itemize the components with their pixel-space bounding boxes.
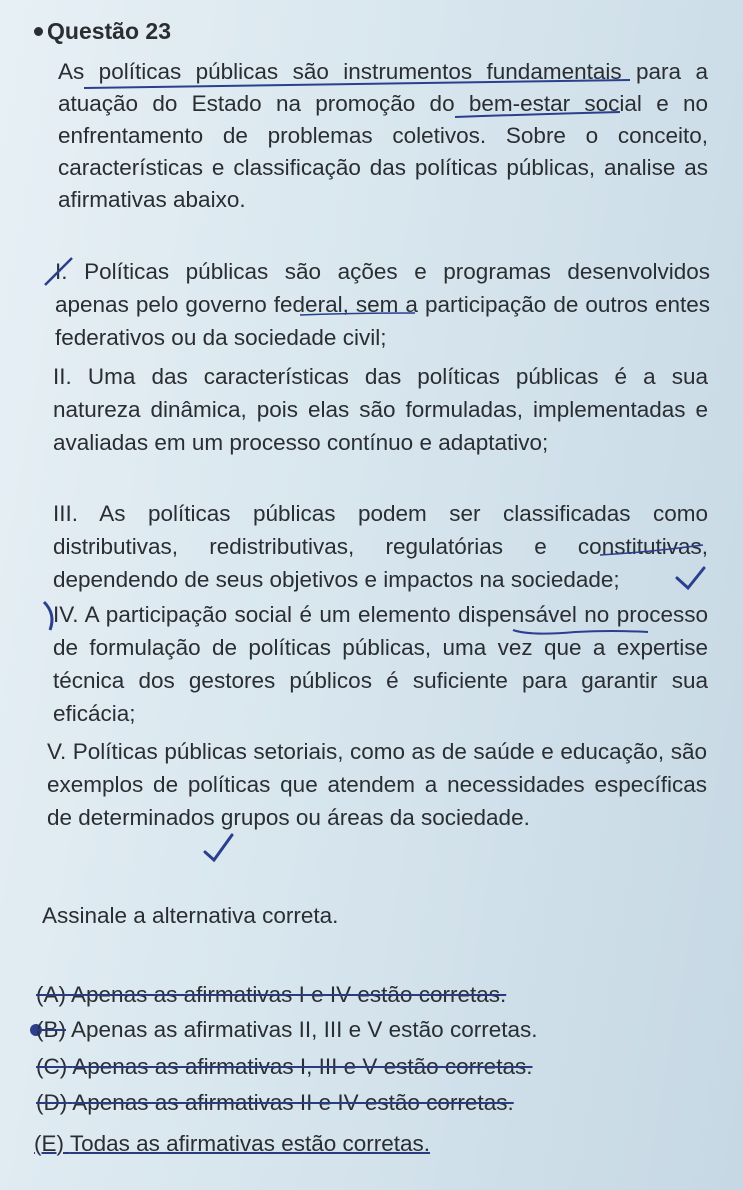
statement-number: III. <box>53 501 79 526</box>
statement-3 <box>53 497 708 596</box>
option-letter: (A) <box>36 982 66 1007</box>
statement-text: Políticas públicas setoriais, como as de saúde e educação, são exemplos de políticas que atendem a necessidades específicas de determinados grupos ou áreas da sociedade. <box>47 739 707 830</box>
statement-number: IV. <box>53 602 79 627</box>
option-text: Apenas as afirmativas I e IV estão corretas. <box>71 982 507 1007</box>
option-letter: (B) <box>36 1017 66 1042</box>
statement-2 <box>53 360 708 459</box>
option-d[interactable] <box>36 1090 514 1116</box>
statement-text: Uma das características das políticas públicas é a sua natureza dinâmica, pois elas são formuladas, implementadas e avaliadas em um processo contínuo e adaptativo; <box>53 364 708 455</box>
option-a[interactable] <box>36 982 506 1008</box>
option-letter: (E) <box>34 1131 64 1156</box>
statement-text: A participação social é um elemento dispensável no processo de formulação de políticas públicas, uma vez que a expertise técnica dos gestores públicos é suficiente para garantir sua eficácia; <box>53 602 708 726</box>
statement-number: II. <box>53 364 72 389</box>
question-header <box>34 18 171 45</box>
option-letter: (D) <box>36 1090 68 1115</box>
option-letter: (C) <box>36 1054 68 1079</box>
statement-text: Políticas públicas são ações e programas desenvolvidos apenas pelo governo federal, sem a participação de outros entes federativos ou da sociedade civil; <box>55 259 710 350</box>
question-title: Questão 23 <box>47 18 171 44</box>
option-text: Apenas as afirmativas II e IV estão corretas. <box>72 1090 514 1115</box>
statement-5 <box>47 735 707 834</box>
statement-1 <box>55 255 710 354</box>
statement-text: As políticas públicas podem ser classificadas como distributivas, redistributivas, regulatórias e constitutivas, dependendo de seus objetivos e impactos na sociedade; <box>53 501 709 592</box>
instruction-text: Assinale a alternativa correta. <box>42 903 339 928</box>
option-b[interactable] <box>36 1017 537 1043</box>
bracket-mark-icon <box>44 602 52 630</box>
option-e[interactable] <box>34 1131 430 1157</box>
option-c[interactable] <box>36 1054 532 1080</box>
option-text: Apenas as afirmativas II, III e V estão corretas. <box>71 1017 538 1042</box>
statement-4 <box>53 598 708 730</box>
bullet-icon <box>34 27 43 36</box>
statement-number: V. <box>47 739 67 764</box>
option-text: Todas as afirmativas estão corretas. <box>69 1131 431 1156</box>
check-mark-icon <box>205 835 232 860</box>
option-text: Apenas as afirmativas I, III e V estão corretas. <box>72 1054 533 1079</box>
question-stem: As políticas públicas são instrumentos fundamentais para a atuação do Estado na promoção do bem-estar social e no enfrentamento de problemas coletivos. Sobre o conceito, características e classificação das políticas públicas, analise as afirmativas abaixo. <box>58 59 708 212</box>
statement-number: I. <box>55 259 68 284</box>
